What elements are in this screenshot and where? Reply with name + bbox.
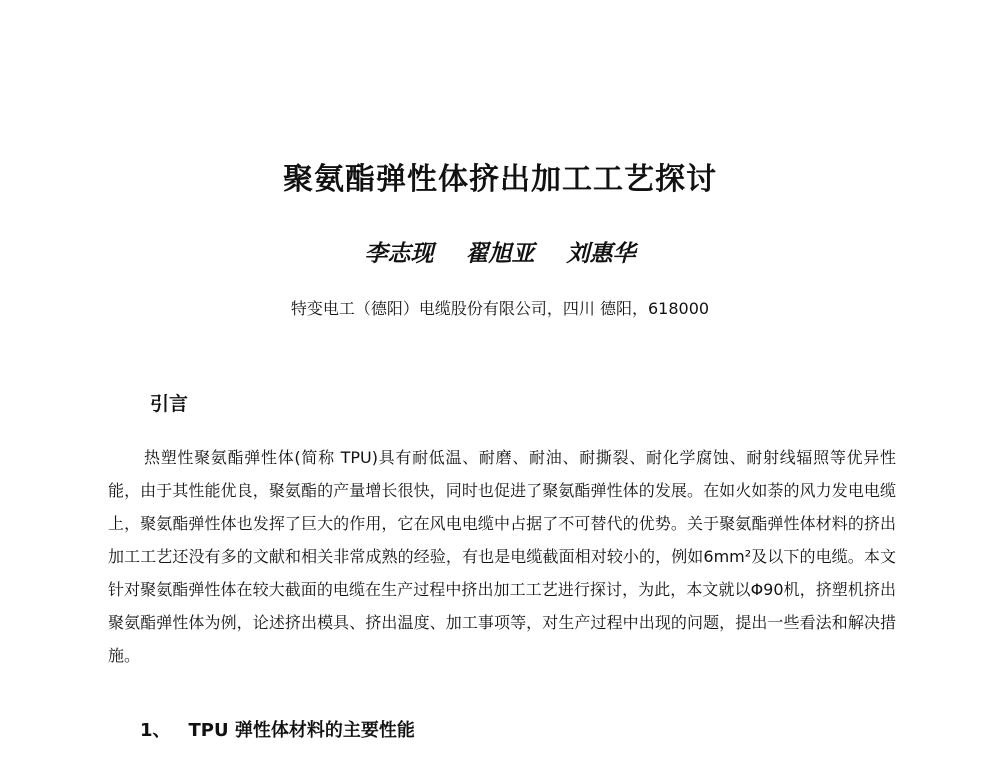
author-list bbox=[0, 238, 1000, 270]
introduction-paragraph: 热塑性聚氨酯弹性体(简称 TPU)具有耐低温、耐磨、耐油、耐撕裂、耐化学腐蚀、耐射线辐照等优异性能，由于其性能优良，聚氨酯的产量增长很快，同时也促进了聚氨酯弹性体的发展。在如火如荼的风力发电电缆上，聚氨酯弹性体也发挥了巨大的作用，它在风电电缆中占据了不可替代的优势。关于聚氨酯弹性体材料的挤出加工工艺还没有多的文献和相关非常成熟的经验，有也是电缆截面相对较小的，例如6mm²及以下的电缆。本文针对聚氨酯弹性体在较大截面的电缆在生产过程中挤出加工工艺进行探讨，为此，本文就以Φ90机，挤塑机挤出聚氨酯弹性体为例，论述挤出模具、挤出温度、加工事项等，对生产过程中出现的问题，提出一些看法和解决措施。 bbox=[108, 448, 896, 665]
author-name: 刘惠华 bbox=[566, 240, 636, 267]
section-title: TPU 弹性体材料的主要性能 bbox=[188, 720, 415, 741]
paper-title: 聚氨酯弹性体挤出加工工艺探讨 bbox=[283, 162, 717, 197]
introduction-heading: 引言 bbox=[150, 393, 189, 415]
author-affiliation: 特变电工（德阳）电缆股份有限公司，四川 德阳，618000 bbox=[290, 299, 710, 318]
section-number: 1、 bbox=[140, 720, 171, 741]
author-name: 翟旭亚 bbox=[465, 240, 535, 267]
section-1-heading bbox=[140, 717, 415, 745]
author-name: 李志现 bbox=[364, 240, 434, 267]
